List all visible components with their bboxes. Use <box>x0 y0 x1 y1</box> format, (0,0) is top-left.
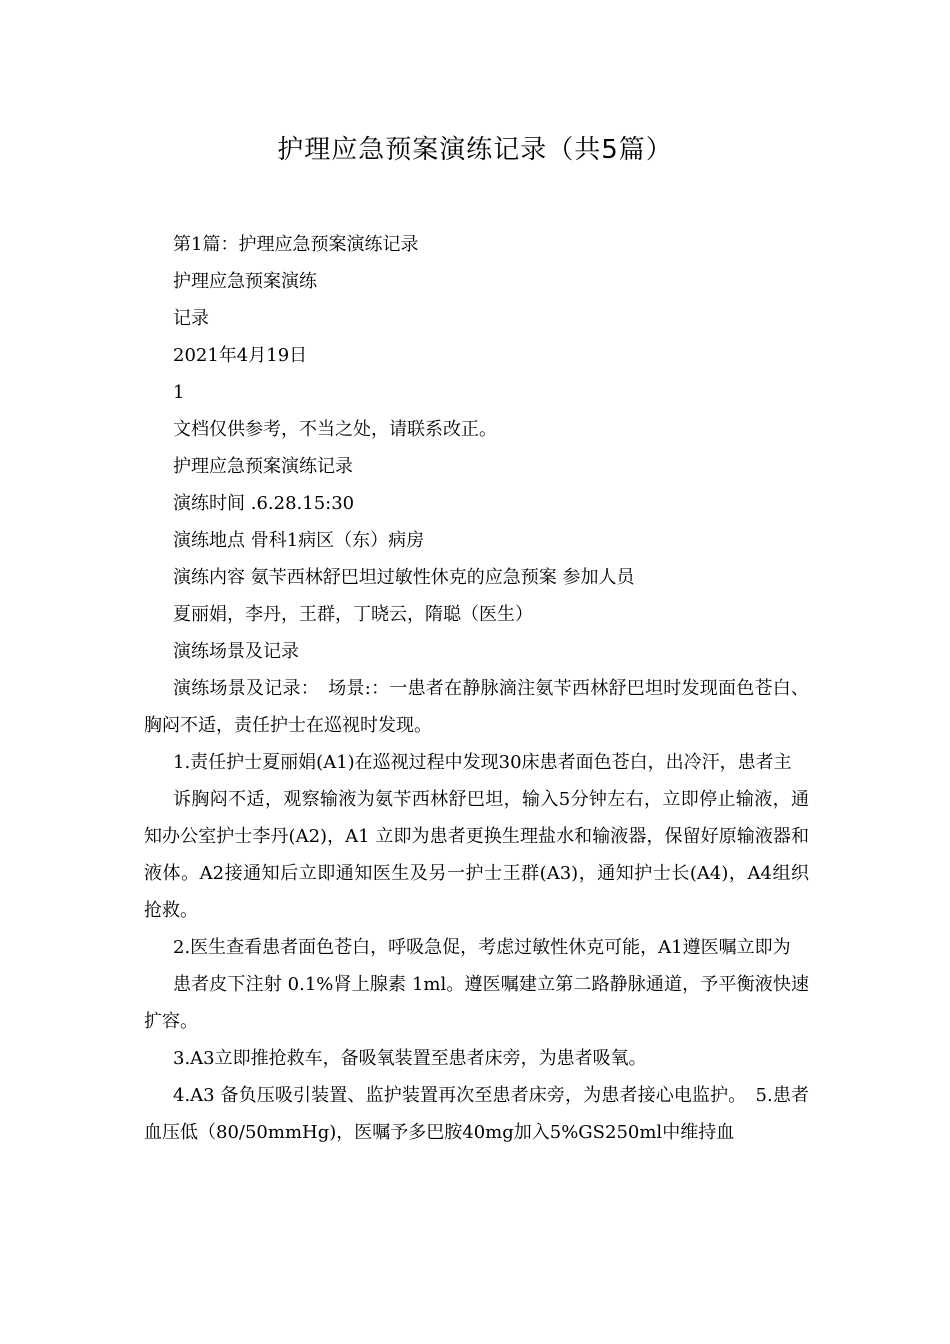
step-1-continued-paragraph: 诉胸闷不适，观察输液为氨苄西林舒巴坦，输入5分钟左右，立即停止输液，通知办公室护士李丹(A2)，A1 立即为患者更换生理盐水和输液器，保留好原输液器和液体。A2接通知后立即通知医生及另一护士王群(A3)，通知护士长(A4)，A4组织抢救。 <box>144 789 809 921</box>
drill-content-line: 演练内容 氨苄西林舒巴坦过敏性休克的应急预案 参加人员 <box>173 567 635 588</box>
step-3-paragraph: 3.A3立即推抢救车，备吸氧装置至患者床旁，为患者吸氧。 <box>173 1048 647 1069</box>
scene-heading-line: 演练场景及记录 <box>173 641 299 662</box>
step-1-paragraph: 1.责任护士夏丽娟(A1)在巡视过程中发现30床患者面色苍白，出冷汗，患者主 <box>173 752 792 773</box>
text-line: 护理应急预案演练 <box>173 271 317 292</box>
disclaimer-line: 文档仅供参考，不当之处，请联系改正。 <box>173 419 497 440</box>
page-number-line: 1 <box>173 382 185 403</box>
text-line: 记录 <box>173 308 209 329</box>
document-body <box>144 226 809 1151</box>
step-2-continued-paragraph: 患者皮下注射 0.1%肾上腺素 1ml。遵医嘱建立第二路静脉通道，予平衡液快速扩容。 <box>144 974 809 1032</box>
drill-time-line: 演练时间 .6.28.15:30 <box>173 493 355 514</box>
date-line: 2021年4月19日 <box>173 345 308 366</box>
step-2-paragraph: 2.医生查看患者面色苍白，呼吸急促，考虑过敏性休克可能，A1遵医嘱立即为 <box>173 937 791 958</box>
drill-location-line: 演练地点 骨科1病区（东）病房 <box>173 530 425 551</box>
document-title: 护理应急预案演练记录（共5篇） <box>277 135 673 165</box>
participants-line: 夏丽娟，李丹，王群，丁晓云，隋聪（医生） <box>173 604 533 625</box>
section-heading: 第1篇：护理应急预案演练记录 <box>173 234 419 255</box>
step-4-5-paragraph: 4.A3 备负压吸引装置、监护装置再次至患者床旁，为患者接心电监护。 5.患者血压低（80/50mmHg)，医嘱予多巴胺40mg加入5%GS250ml中维持血 <box>144 1085 809 1143</box>
record-title-line: 护理应急预案演练记录 <box>173 456 353 477</box>
scene-paragraph: 演练场景及记录： 场景:：一患者在静脉滴注氨苄西林舒巴坦时发现面色苍白、胸闷不适，责任护士在巡视时发现。 <box>144 678 809 736</box>
